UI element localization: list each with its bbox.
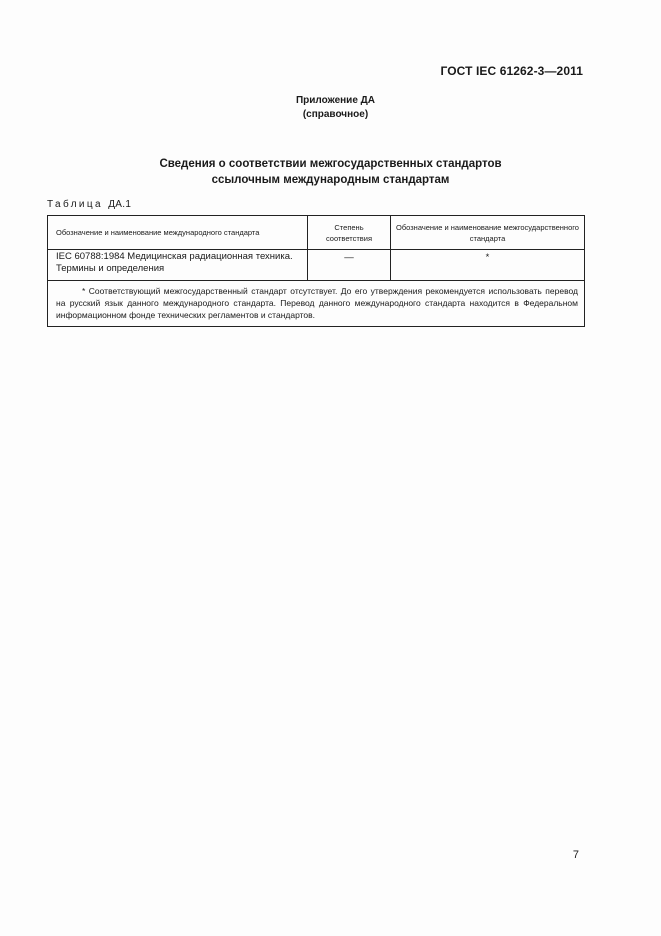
header-international-standard: Обозначение и наименование международного стандарта bbox=[48, 216, 308, 250]
table-footnote bbox=[48, 281, 585, 327]
section-title-line-2: ссылочным международным стандартам bbox=[211, 174, 450, 186]
cell-international-standard: IEC 60788:1984 Медицинская радиационная техника. Термины и определения bbox=[48, 250, 308, 281]
appendix-heading bbox=[0, 94, 661, 122]
table-header-row bbox=[48, 216, 585, 250]
header-degree-of-correspondence: Степень соответствия bbox=[308, 216, 391, 250]
page-number: 7 bbox=[572, 849, 579, 861]
appendix-title: Приложение ДА bbox=[295, 95, 376, 106]
table-row bbox=[48, 250, 585, 281]
standards-table bbox=[47, 215, 585, 327]
header-interstate-standard: Обозначение и наименование межгосударственного стандарта bbox=[391, 216, 585, 250]
section-title bbox=[0, 156, 661, 188]
table-label-prefix: Таблица bbox=[47, 199, 104, 210]
table-label bbox=[47, 199, 131, 210]
cell-interstate-standard: * bbox=[391, 250, 585, 281]
table-footnote-row bbox=[48, 281, 585, 327]
footnote-text: * Соответствующий межгосударственный стандарт отсутствует. До его утверждения рекомендуется использовать перевод на русский язык данного международного стандарта. Перевод данного международного стандарта находится в Федеральном информационном фонде технических регламентов и стандартов. bbox=[56, 286, 578, 320]
cell-degree: — bbox=[308, 250, 391, 281]
appendix-subtitle: (справочное) bbox=[302, 109, 369, 120]
table-label-number: ДА.1 bbox=[108, 199, 132, 210]
section-title-line-1: Сведения о соответствии межгосударственных стандартов bbox=[159, 158, 502, 170]
document-code: ГОСТ IEC 61262-3—2011 bbox=[440, 64, 583, 78]
